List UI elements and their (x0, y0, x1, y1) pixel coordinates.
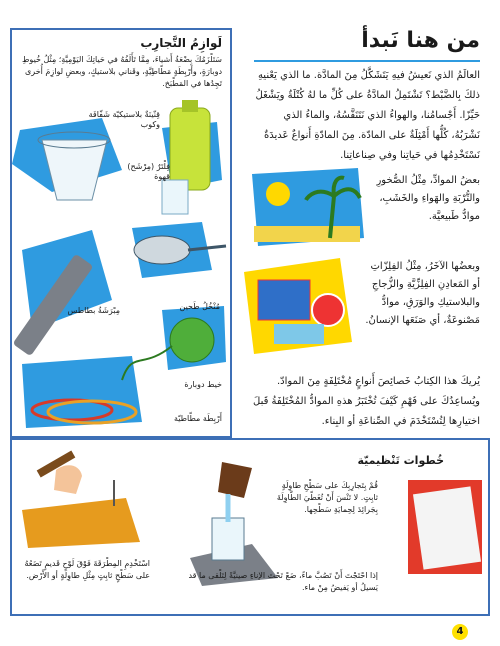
sand-icon (254, 226, 360, 242)
step-hammer-text: اسْتَخْدِمِ المِطْرَقَةَ فَوْقَ لَوْحٍ قَديمٍ تَضَعُهُ على سَطْحٍ ثابِتٍ مِثْلِ طاوِلَةٍ أو الأَرْض. (24, 559, 150, 580)
step-pouring-text: إذا احْتَجْتَ أَنْ تَصُبَّ ماءً، ضَعْ تَحْتَ الإناءِ صينيَّةً لِتَلْقى ما قد يَسيلُ أو يَفيضُ مِنْ ماء. (188, 571, 378, 592)
supplies-intro: سَتَلْزَمُكَ بِضْعَةُ أَشياءَ، مِمَّا تَأَلَفُهُ في حَياتِكَ اليَوْمِيَّةِ؛ مِثْلُ خُيوطِ دوبارَةٍ، وأَرْبِطَةٍ مَطّاطِيَّةٍ، وقَناني بلاستيكٍ، وبعضِ لوازِمَ أُخرى تَجِدُها في المَطْبَخ. (22, 55, 222, 88)
sieve-icon (134, 236, 190, 264)
setup-steps-panel (10, 438, 490, 616)
water-jug-icon (218, 462, 252, 498)
label-bottles: قِنّينَةٌ بلاستيكيّة شَفّافَة وكوب (88, 110, 160, 129)
beach-ball-icon (312, 294, 344, 326)
steps-title: خُطوات تَنْظيميّة (357, 454, 444, 467)
hand-icon (54, 465, 82, 494)
pouring-illustration (182, 458, 282, 588)
hammer-illustration (16, 450, 144, 550)
book-icon (274, 324, 324, 344)
jar-icon (212, 518, 244, 560)
book-purpose-text: يُريكَ هذا الكِتابُ خَصائِصَ أَنواعٍ مُخْتَلِفَةٍ مِنَ الموادّ. ويُساعِدُكَ على فَهْمِ كَيْفَ تُخْتَبَرُ هذهِ الموادُّ المُخْتَلِفَةُ قَبلَ اختيارِها لِتُسْتَخْدَمَ في الصِّناعَةِ أو البِناء. (253, 376, 480, 427)
supplies-title: لَوازِمُ التَّجارِب (140, 36, 222, 50)
picnic-blanket-icon (258, 280, 310, 320)
string-ball-icon (170, 318, 214, 362)
supplies-panel (10, 28, 232, 438)
bottle-icon (170, 108, 210, 190)
natural-materials-illustration (248, 168, 366, 248)
newspaper-icon (413, 486, 481, 569)
sun-icon (266, 182, 290, 206)
manmade-materials-illustration (244, 258, 356, 358)
bottle-cap-icon (182, 100, 198, 112)
step-newspaper-text: قُمْ بِتَجارِبِكَ على سَطْحِ طاوِلَةٍ ثابِتٍ. لا تَنْسَ أَنْ تُغَطّيَ الطّاوِلَةَ بِجَرائِدَ لِحِمايَةِ سَطْحِها. (276, 481, 378, 514)
page-heading: من هنا نَبدأ (361, 28, 480, 53)
label-grater: مِبْرَشَةُ بطاطس (67, 306, 120, 315)
label-rubber-bands: أَرْبِطَة مطّاطيّة (173, 414, 222, 423)
natural-materials-text: بعضُ الموادِّ، مِثْلُ الصُّخورِ والتُّرْبَةِ والهَواءِ والخَشَبِ، موادُّ طَبيعيَّة. (376, 175, 480, 222)
label-string: خيط دوبارة (184, 380, 222, 389)
label-coffee-filter: فِلْتَرٌ (مِرْشَح) قهوة (127, 162, 170, 181)
newspaper-illustration (408, 470, 488, 580)
page-number-badge: 4 (452, 624, 468, 640)
intro-paragraph: العالَمُ الذي نَعيشُ فيهِ يَتَشَكَّلُ مِنَ المادَّة. ما الذي يَعْنيهِ ذلكَ بِالضَّبْط؟ تَشْتَمِلُ المادَّةُ على كُلِّ ما لهُ كُتْلَةٌ ويَشْغَلُ حَيِّزًا. أَجْسامُنا، والهواءُ الذي نَتَنَفَّسُهُ، والماءُ الذي نَشْرَبُهُ، كُلُّها أَمْثِلَةٌ على المادّة. مِنَ المادّةِ أَنواعٌ عَديدَةٌ نَسْتَخْدِمُها في حَياتِنا وفي صِناعاتِنا. (255, 70, 480, 161)
label-sieve: مُنْخُلُ طَحين (179, 302, 220, 311)
manmade-materials-text: وبعضُها الآخَرُ، مِثْلُ الفِلِزّاتِ أو المَعادِنِ الفِلِزِّيَّةِ والزُّجاجِ والبلاستيكِ والوَرَقِ، موادُّ مَصْنوعَةٌ، أي صَنَعَها الإنسانُ. (365, 261, 480, 326)
heading-underline (254, 60, 480, 62)
wooden-board-icon (22, 498, 140, 548)
cup-icon (162, 180, 188, 214)
